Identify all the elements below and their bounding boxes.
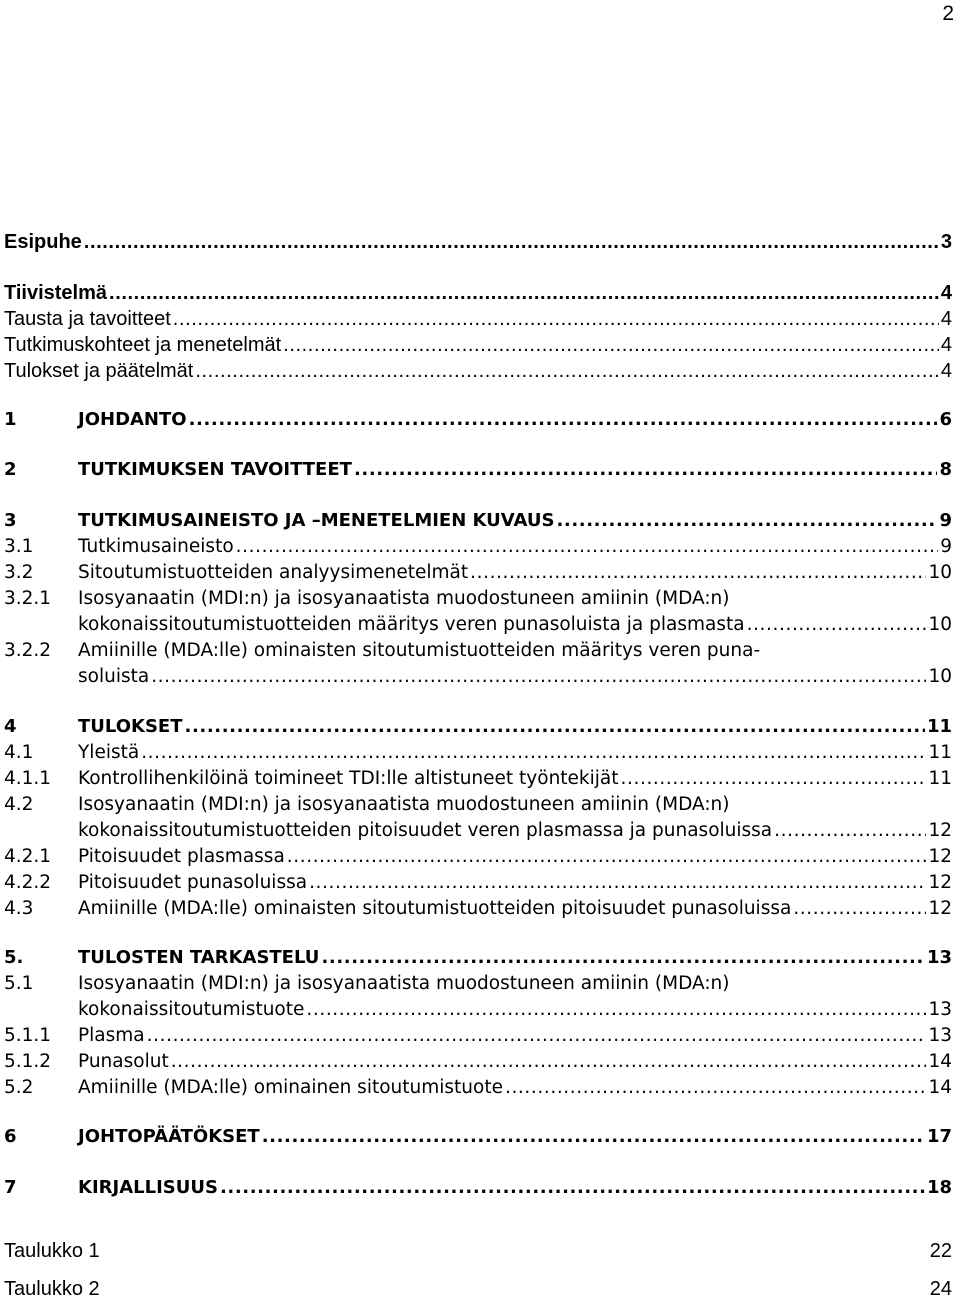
toc-page: 13 bbox=[926, 947, 952, 968]
toc-number: 4.2 bbox=[4, 794, 34, 815]
toc-number: 4.1.1 bbox=[4, 768, 52, 789]
toc-page: 14 bbox=[928, 1051, 952, 1072]
toc-page: 4 bbox=[940, 334, 952, 356]
toc-title: Amiinille (MDA:lle) ominainen sitoutumistuote bbox=[78, 1077, 503, 1098]
toc-page: 10 bbox=[928, 666, 952, 687]
toc-entry-4-2-2[interactable] bbox=[4, 870, 952, 896]
toc-number: 1 bbox=[4, 409, 17, 430]
toc-page: 11 bbox=[926, 716, 952, 737]
toc-leader bbox=[185, 714, 925, 740]
toc-page: 13 bbox=[928, 999, 952, 1020]
toc-title: TUTKIMUKSEN TAVOITTEET bbox=[78, 459, 352, 480]
toc-number: 4.3 bbox=[4, 898, 34, 919]
toc-title: Tausta ja tavoitteet bbox=[4, 308, 171, 330]
toc-entry-results-conclusions[interactable] bbox=[4, 358, 952, 384]
toc-leader bbox=[236, 534, 939, 560]
toc-title: Tulokset ja päätelmät bbox=[4, 360, 194, 382]
toc-title: Isosyanaatin (MDI:n) ja isosyanaatista muodostuneen amiinin (MDA:n) bbox=[78, 588, 730, 609]
toc-entry-5-1-cont[interactable] bbox=[4, 997, 952, 1023]
toc-title: TULOKSET bbox=[78, 716, 183, 737]
toc-title: Pitoisuudet plasmassa bbox=[78, 846, 285, 867]
toc-leader bbox=[505, 1075, 926, 1101]
toc-title: Kontrollihenkilöinä toimineet TDI:lle altistuneet työntekijät bbox=[78, 768, 619, 789]
toc-number: 5.2 bbox=[4, 1077, 34, 1098]
toc-title: KIRJALLISUUS bbox=[78, 1177, 218, 1198]
toc-page: 3 bbox=[940, 231, 952, 253]
table-label: Taulukko 2 bbox=[4, 1278, 100, 1300]
toc-leader bbox=[287, 844, 927, 870]
toc-page: 12 bbox=[928, 872, 952, 893]
toc-leader bbox=[774, 818, 926, 844]
toc-page: 4 bbox=[940, 282, 952, 304]
toc-entry-4-2[interactable] bbox=[4, 792, 952, 818]
toc-number: 3 bbox=[4, 510, 17, 531]
toc-entry-5-1-1[interactable] bbox=[4, 1023, 952, 1049]
toc-leader bbox=[171, 1049, 927, 1075]
toc-page: 4 bbox=[940, 308, 952, 330]
toc-title: kokonaissitoutumistuotteiden pitoisuudet veren plasmassa ja punasoluissa bbox=[78, 820, 773, 841]
table-entry[interactable] bbox=[4, 1238, 952, 1264]
toc-number: 5.1.2 bbox=[4, 1051, 52, 1072]
toc-number: 3.2.1 bbox=[4, 588, 52, 609]
toc-number: 4 bbox=[4, 716, 17, 737]
toc-entry-3-2-2-cont[interactable] bbox=[4, 664, 952, 690]
toc-number: 4.2.1 bbox=[4, 846, 52, 867]
toc-leader bbox=[151, 664, 926, 690]
toc-number: 3.2.2 bbox=[4, 640, 52, 661]
toc-page: 11 bbox=[928, 768, 952, 789]
toc-entry-7[interactable] bbox=[4, 1175, 952, 1201]
toc-title: Isosyanaatin (MDI:n) ja isosyanaatista muodostuneen amiinin (MDA:n) bbox=[78, 794, 730, 815]
toc-entry-4-1[interactable] bbox=[4, 740, 952, 766]
toc-page: 6 bbox=[939, 409, 952, 430]
toc-page: 10 bbox=[928, 614, 952, 635]
toc-entry-4-2-1[interactable] bbox=[4, 844, 952, 870]
toc-entry-3-2-2[interactable] bbox=[4, 638, 952, 664]
toc-entry-methods[interactable] bbox=[4, 332, 952, 358]
toc-page: 18 bbox=[926, 1177, 952, 1198]
toc-title: TUTKIMUSAINEISTO JA –MENETELMIEN KUVAUS bbox=[78, 510, 555, 531]
toc-page: 12 bbox=[928, 846, 952, 867]
toc-title: JOHTOPÄÄTÖKSET bbox=[78, 1126, 260, 1147]
toc-entry-3[interactable] bbox=[4, 508, 952, 534]
toc-title: TULOSTEN TARKASTELU bbox=[78, 947, 320, 968]
table-entry[interactable] bbox=[4, 1276, 952, 1302]
toc-page: 12 bbox=[928, 820, 952, 841]
toc-leader bbox=[109, 280, 939, 306]
toc-leader bbox=[306, 997, 926, 1023]
toc-number: 4.1 bbox=[4, 742, 34, 763]
toc-title: Plasma bbox=[78, 1025, 145, 1046]
toc-entry-abstract[interactable] bbox=[4, 280, 952, 306]
toc-title: kokonaissitoutumistuotteiden määritys veren punasoluista ja plasmasta bbox=[78, 614, 745, 635]
toc-entry-4[interactable] bbox=[4, 714, 952, 740]
toc-leader bbox=[147, 1023, 927, 1049]
toc-leader bbox=[189, 407, 938, 433]
toc-entry-5-1[interactable] bbox=[4, 971, 952, 997]
toc-leader bbox=[354, 457, 938, 483]
toc-title: Tutkimusaineisto bbox=[78, 536, 234, 557]
toc-leader bbox=[747, 612, 927, 638]
toc-entry-3-1[interactable] bbox=[4, 534, 952, 560]
toc-entry-2[interactable] bbox=[4, 457, 952, 483]
toc-page: 14 bbox=[928, 1077, 952, 1098]
toc-title: Tutkimuskohteet ja menetelmät bbox=[4, 334, 282, 356]
toc-page: 11 bbox=[928, 742, 952, 763]
toc-leader bbox=[321, 945, 925, 971]
toc-leader bbox=[262, 1124, 925, 1150]
toc-entry-4-1-1[interactable] bbox=[4, 766, 952, 792]
toc-entry-3-2-1-cont[interactable] bbox=[4, 612, 952, 638]
toc-page: 13 bbox=[928, 1025, 952, 1046]
toc-leader bbox=[283, 332, 939, 358]
toc-number: 3.1 bbox=[4, 536, 34, 557]
table-page: 24 bbox=[929, 1278, 952, 1300]
toc-page: 12 bbox=[928, 898, 952, 919]
page-number: 2 bbox=[942, 2, 954, 25]
toc-page: 9 bbox=[939, 510, 952, 531]
toc-page: 8 bbox=[939, 459, 952, 480]
toc-number: 5.1.1 bbox=[4, 1025, 52, 1046]
toc-entry-1[interactable] bbox=[4, 407, 952, 433]
toc-entry-4-3[interactable] bbox=[4, 896, 952, 922]
toc-number: 5.1 bbox=[4, 973, 34, 994]
toc-entry-3-2[interactable] bbox=[4, 560, 952, 586]
toc-leader bbox=[84, 229, 939, 255]
toc-page: 9 bbox=[940, 536, 952, 557]
toc-title: Tiivistelmä bbox=[4, 282, 108, 304]
toc-title: kokonaissitoutumistuote bbox=[78, 999, 305, 1020]
toc-leader bbox=[195, 358, 939, 384]
toc-title: Esipuhe bbox=[4, 231, 82, 253]
toc-number: 4.2.2 bbox=[4, 872, 52, 893]
toc-title: Pitoisuudet punasoluissa bbox=[78, 872, 308, 893]
toc-leader bbox=[141, 740, 926, 766]
toc-title: Sitoutumistuotteiden analyysimenetelmät bbox=[78, 562, 469, 583]
toc-entry-preface[interactable] bbox=[4, 229, 952, 255]
toc-number: 6 bbox=[4, 1126, 17, 1147]
toc-leader bbox=[309, 870, 926, 896]
table-label: Taulukko 1 bbox=[4, 1240, 100, 1262]
toc-entry-4-2-cont[interactable] bbox=[4, 818, 952, 844]
toc-title: Amiinille (MDA:lle) ominaisten sitoutumistuotteiden määritys veren puna- bbox=[78, 640, 761, 661]
toc-entry-6[interactable] bbox=[4, 1124, 952, 1150]
toc-entry-5-2[interactable] bbox=[4, 1075, 952, 1101]
toc-leader bbox=[173, 306, 939, 332]
toc-page: 17 bbox=[926, 1126, 952, 1147]
toc-entry-background[interactable] bbox=[4, 306, 952, 332]
toc-leader bbox=[220, 1175, 925, 1201]
toc-title: Isosyanaatin (MDI:n) ja isosyanaatista muodostuneen amiinin (MDA:n) bbox=[78, 973, 730, 994]
toc-title: Amiinille (MDA:lle) ominaisten sitoutumistuotteiden pitoisuudet punasoluissa bbox=[78, 898, 792, 919]
toc-entry-3-2-1[interactable] bbox=[4, 586, 952, 612]
toc-title: JOHDANTO bbox=[78, 409, 187, 430]
toc-page: 10 bbox=[928, 562, 952, 583]
toc-leader bbox=[621, 766, 927, 792]
toc-title: soluista bbox=[78, 666, 150, 687]
toc-leader bbox=[556, 508, 937, 534]
toc-entry-5-1-2[interactable] bbox=[4, 1049, 952, 1075]
toc-leader bbox=[470, 560, 926, 586]
table-page: 22 bbox=[929, 1240, 952, 1262]
toc-page: 4 bbox=[940, 360, 952, 382]
toc-number: 2 bbox=[4, 459, 17, 480]
toc-leader bbox=[793, 896, 926, 922]
toc-number: 7 bbox=[4, 1177, 17, 1198]
toc-title: Yleistä bbox=[78, 742, 140, 763]
toc-title: Punasolut bbox=[78, 1051, 169, 1072]
toc-number: 3.2 bbox=[4, 562, 34, 583]
toc-number: 5. bbox=[4, 947, 24, 968]
toc-entry-5[interactable] bbox=[4, 945, 952, 971]
